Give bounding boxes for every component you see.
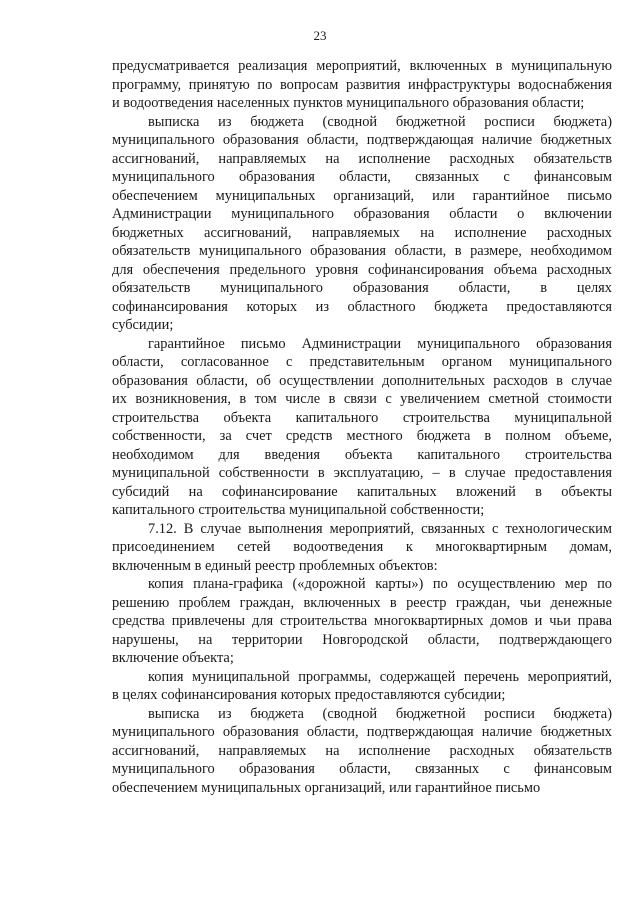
text-line: бюджетных ассигнований, направляемых на исполнение расходных <box>112 224 612 241</box>
text-line: присоединением сетей водоотведения к многоквартирным домам, <box>112 539 612 555</box>
paragraph <box>112 520 612 576</box>
text-line: муниципального образования области, подтверждающая наличие бюджетных <box>112 724 612 740</box>
document-body <box>112 57 612 797</box>
text-line: обеспечением муниципальных организаций, или гарантийное письмо <box>112 779 541 796</box>
text-line: собственности, за счет средств местного бюджета в полном объеме, <box>112 428 612 444</box>
text-line: копия муниципальной программы, содержащей перечень мероприятий, <box>148 668 612 685</box>
text-line: муниципального образования области, подтверждающая наличие бюджетных <box>112 132 612 148</box>
text-line: софинансирования которых из областного бюджета предоставляются <box>112 298 612 315</box>
text-line: решению проблем граждан, включенных в реестр граждан, чьи денежные <box>112 594 612 611</box>
text-line: капитального строительства муниципальной собственности; <box>112 502 485 518</box>
paragraph <box>112 57 612 113</box>
text-line: копия плана-графика («дорожной карты») по осуществлению мер по <box>148 576 612 592</box>
text-line: и водоотведения населенных пунктов муниципального образования области; <box>112 95 585 111</box>
text-line: программу, принятую по вопросам развития инфраструктуры водоснабжения <box>112 76 612 93</box>
text-line: образования области, об осуществлении дополнительных расходов в случае <box>112 372 612 389</box>
text-line: строительства объекта капитального строительства муниципальной <box>112 409 612 426</box>
text-line: субсидии; <box>112 317 174 333</box>
text-line: предусматривается реализация мероприятий, включенных в муниципальную <box>112 58 612 74</box>
text-line: включенным в единый реестр проблемных объектов: <box>112 557 438 574</box>
text-line: субсидий на софинансирование капитальных вложений в объекты <box>112 483 612 500</box>
text-line: обязательств муниципального образования области, в размере, необходимом <box>112 243 612 259</box>
text-line: включение объекта; <box>112 650 234 666</box>
paragraph <box>112 113 612 335</box>
text-line: ассигнований, направляемых на исполнение расходных обязательств <box>112 742 612 759</box>
text-line: их возникновения, в том числе в связи с увеличением сметной стоимости <box>112 391 612 407</box>
text-line: выписка из бюджета (сводной бюджетной росписи бюджета) <box>148 113 612 130</box>
paragraph <box>112 575 612 668</box>
text-line: нарушены, на территории Новгородской области, подтверждающего <box>112 631 612 648</box>
text-line: в целях софинансирования которых предоставляются субсидии; <box>112 687 506 703</box>
page-number: 23 <box>313 28 327 43</box>
text-line: ассигнований, направляемых на исполнение расходных обязательств <box>112 150 612 167</box>
text-line: обязательств муниципального образования области, в целях <box>112 280 612 296</box>
text-line: 7.12. В случае выполнения мероприятий, связанных с технологическим <box>148 520 612 537</box>
text-line: необходимом для введения объекта капитального строительства <box>112 446 612 463</box>
text-line: для обеспечения предельного уровня софинансирования объема расходных <box>112 261 612 278</box>
text-line: муниципального образования области, связанных с финансовым <box>112 169 612 185</box>
text-line: муниципальной собственности в эксплуатацию, – в случае предоставления <box>112 465 612 481</box>
text-line: Администрации муниципального образования области о включении <box>112 206 612 222</box>
text-line: обеспечением муниципальных организаций, или гарантийное письмо <box>112 187 612 204</box>
paragraph <box>112 705 612 798</box>
text-line: средства привлечены для строительства многоквартирных домов и чьи права <box>112 613 612 629</box>
text-line: выписка из бюджета (сводной бюджетной росписи бюджета) <box>148 705 612 722</box>
text-line: области, согласованное с представительным органом муниципального <box>112 354 612 370</box>
paragraph <box>112 668 612 705</box>
paragraph <box>112 335 612 520</box>
text-line: муниципального образования области, связанных с финансовым <box>112 761 612 777</box>
text-line: гарантийное письмо Администрации муниципального образования <box>148 335 612 352</box>
